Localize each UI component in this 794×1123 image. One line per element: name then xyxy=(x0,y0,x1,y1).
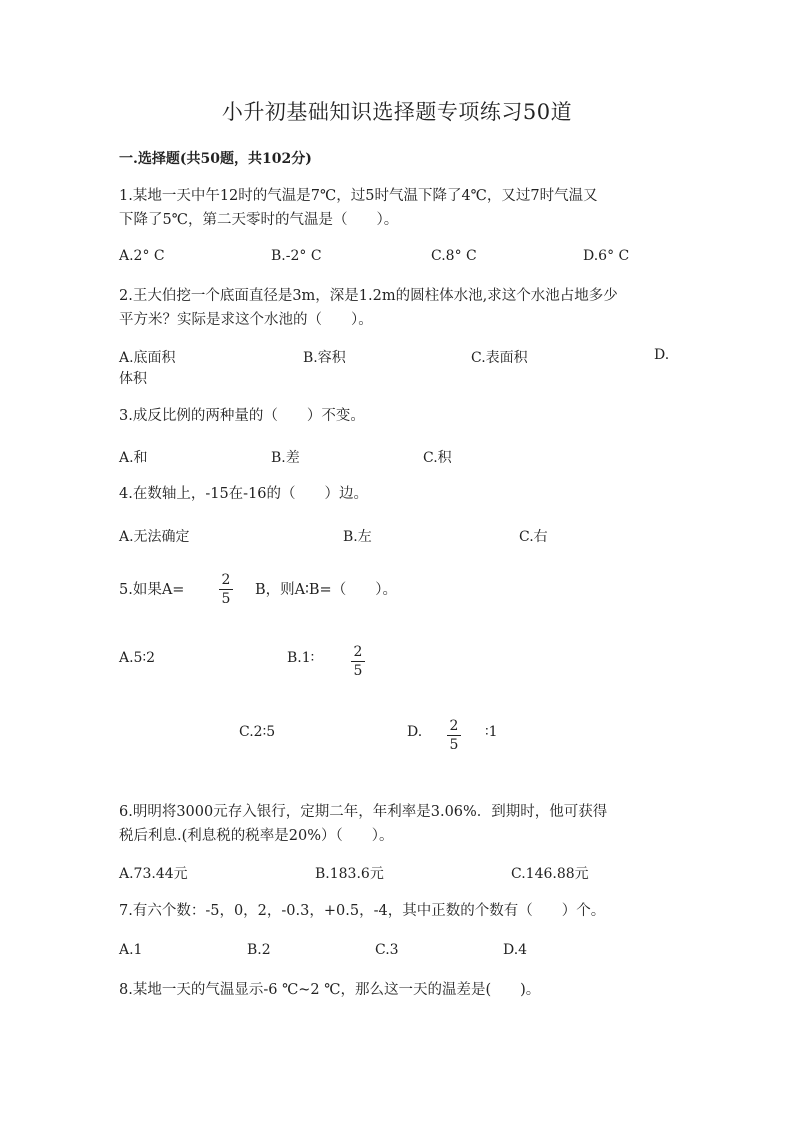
question-text: 7.有六个数：-5，0，2，-0.3，+0.5，-4，其中正数的个数有（ ）个。 xyxy=(119,903,606,919)
question-6 xyxy=(119,800,674,848)
option-c[interactable]: C.146.88元 xyxy=(511,866,589,882)
option-c[interactable]: C.3 xyxy=(375,942,399,958)
option-d[interactable]: D.6° C xyxy=(583,248,630,264)
option-a[interactable]: A.1 xyxy=(119,942,143,958)
option-b[interactable]: B.差 xyxy=(271,450,300,466)
option-d[interactable]: D. xyxy=(654,347,670,363)
question-1 xyxy=(119,184,674,232)
question-text: 税后利息.(利息税的税率是20%）（ ）。 xyxy=(119,828,394,844)
fraction-denominator: 5 xyxy=(449,737,459,753)
question-text: 1.某地一天中午12时的气温是7℃，过5时气温下降了4℃，又过7时气温又 xyxy=(119,188,598,204)
option-c[interactable]: C.右 xyxy=(519,529,548,545)
option-b[interactable]: B.-2° C xyxy=(271,248,322,264)
option-c[interactable]: C.8° C xyxy=(431,248,477,264)
question-text: 下降了5℃，第二天零时的气温是（ ）。 xyxy=(119,212,399,228)
question-5-text-end: B，则A∶B=（ ）。 xyxy=(255,582,397,598)
fraction-two-fifths xyxy=(447,718,461,753)
option-b[interactable]: B.左 xyxy=(343,529,372,545)
option-c[interactable]: C.积 xyxy=(423,450,452,466)
question-5-text-start: 5.如果A= xyxy=(119,582,185,598)
fraction-bar xyxy=(219,589,233,590)
fraction-two-fifths xyxy=(219,572,233,607)
option-a[interactable]: A.底面积 xyxy=(119,350,176,366)
question-2 xyxy=(119,284,674,332)
option-b[interactable]: B.2 xyxy=(247,942,271,958)
fraction-denominator: 5 xyxy=(221,591,231,607)
option-d-ratio: ∶1 xyxy=(485,724,498,740)
option-d-text[interactable]: 体积 xyxy=(119,371,147,387)
fraction-bar xyxy=(447,735,461,736)
option-b[interactable]: B.容积 xyxy=(303,350,346,366)
option-c[interactable]: C.表面积 xyxy=(471,350,528,366)
question-text: 4.在数轴上，-15在-16的（ ）边。 xyxy=(119,486,369,502)
question-text: 2.王大伯挖一个底面直径是3m，深是1.2m的圆柱体水池,求这个水池占地多少 xyxy=(119,288,618,304)
question-text: 8.某地一天的气温显示-6 ℃~2 ℃，那么这一天的温差是( )。 xyxy=(119,982,541,998)
question-text: 3.成反比例的两种量的（ ）不变。 xyxy=(119,408,365,424)
question-4 xyxy=(119,482,674,506)
fraction-numerator: 2 xyxy=(449,718,459,734)
option-a[interactable]: A.5∶2 xyxy=(119,650,156,666)
fraction-denominator: 5 xyxy=(353,663,363,679)
option-a[interactable]: A.和 xyxy=(119,450,148,466)
option-a[interactable]: A.73.44元 xyxy=(119,866,188,882)
option-a[interactable]: A.无法确定 xyxy=(119,529,190,545)
question-7 xyxy=(119,899,674,923)
option-d[interactable]: D. xyxy=(407,724,423,740)
question-3 xyxy=(119,404,674,428)
section-heading: 一.选择题(共50题，共102分) xyxy=(119,151,312,167)
option-c[interactable]: C.2∶5 xyxy=(239,724,276,740)
option-b[interactable]: B.1∶ xyxy=(287,650,315,666)
fraction-two-fifths xyxy=(351,644,365,679)
option-a[interactable]: A.2° C xyxy=(119,248,165,264)
page-title: 小升初基础知识选择题专项练习50道 xyxy=(221,100,573,124)
question-8 xyxy=(119,978,674,1002)
question-text: 6.明明将3000元存入银行，定期二年，年利率是3.06%．到期时，他可获得 xyxy=(119,804,608,820)
fraction-numerator: 2 xyxy=(221,572,231,588)
fraction-numerator: 2 xyxy=(353,644,363,660)
fraction-bar xyxy=(351,661,365,662)
question-text: 平方米？实际是求这个水池的（ ）。 xyxy=(119,312,373,328)
option-b[interactable]: B.183.6元 xyxy=(315,866,384,882)
option-d[interactable]: D.4 xyxy=(503,942,528,958)
